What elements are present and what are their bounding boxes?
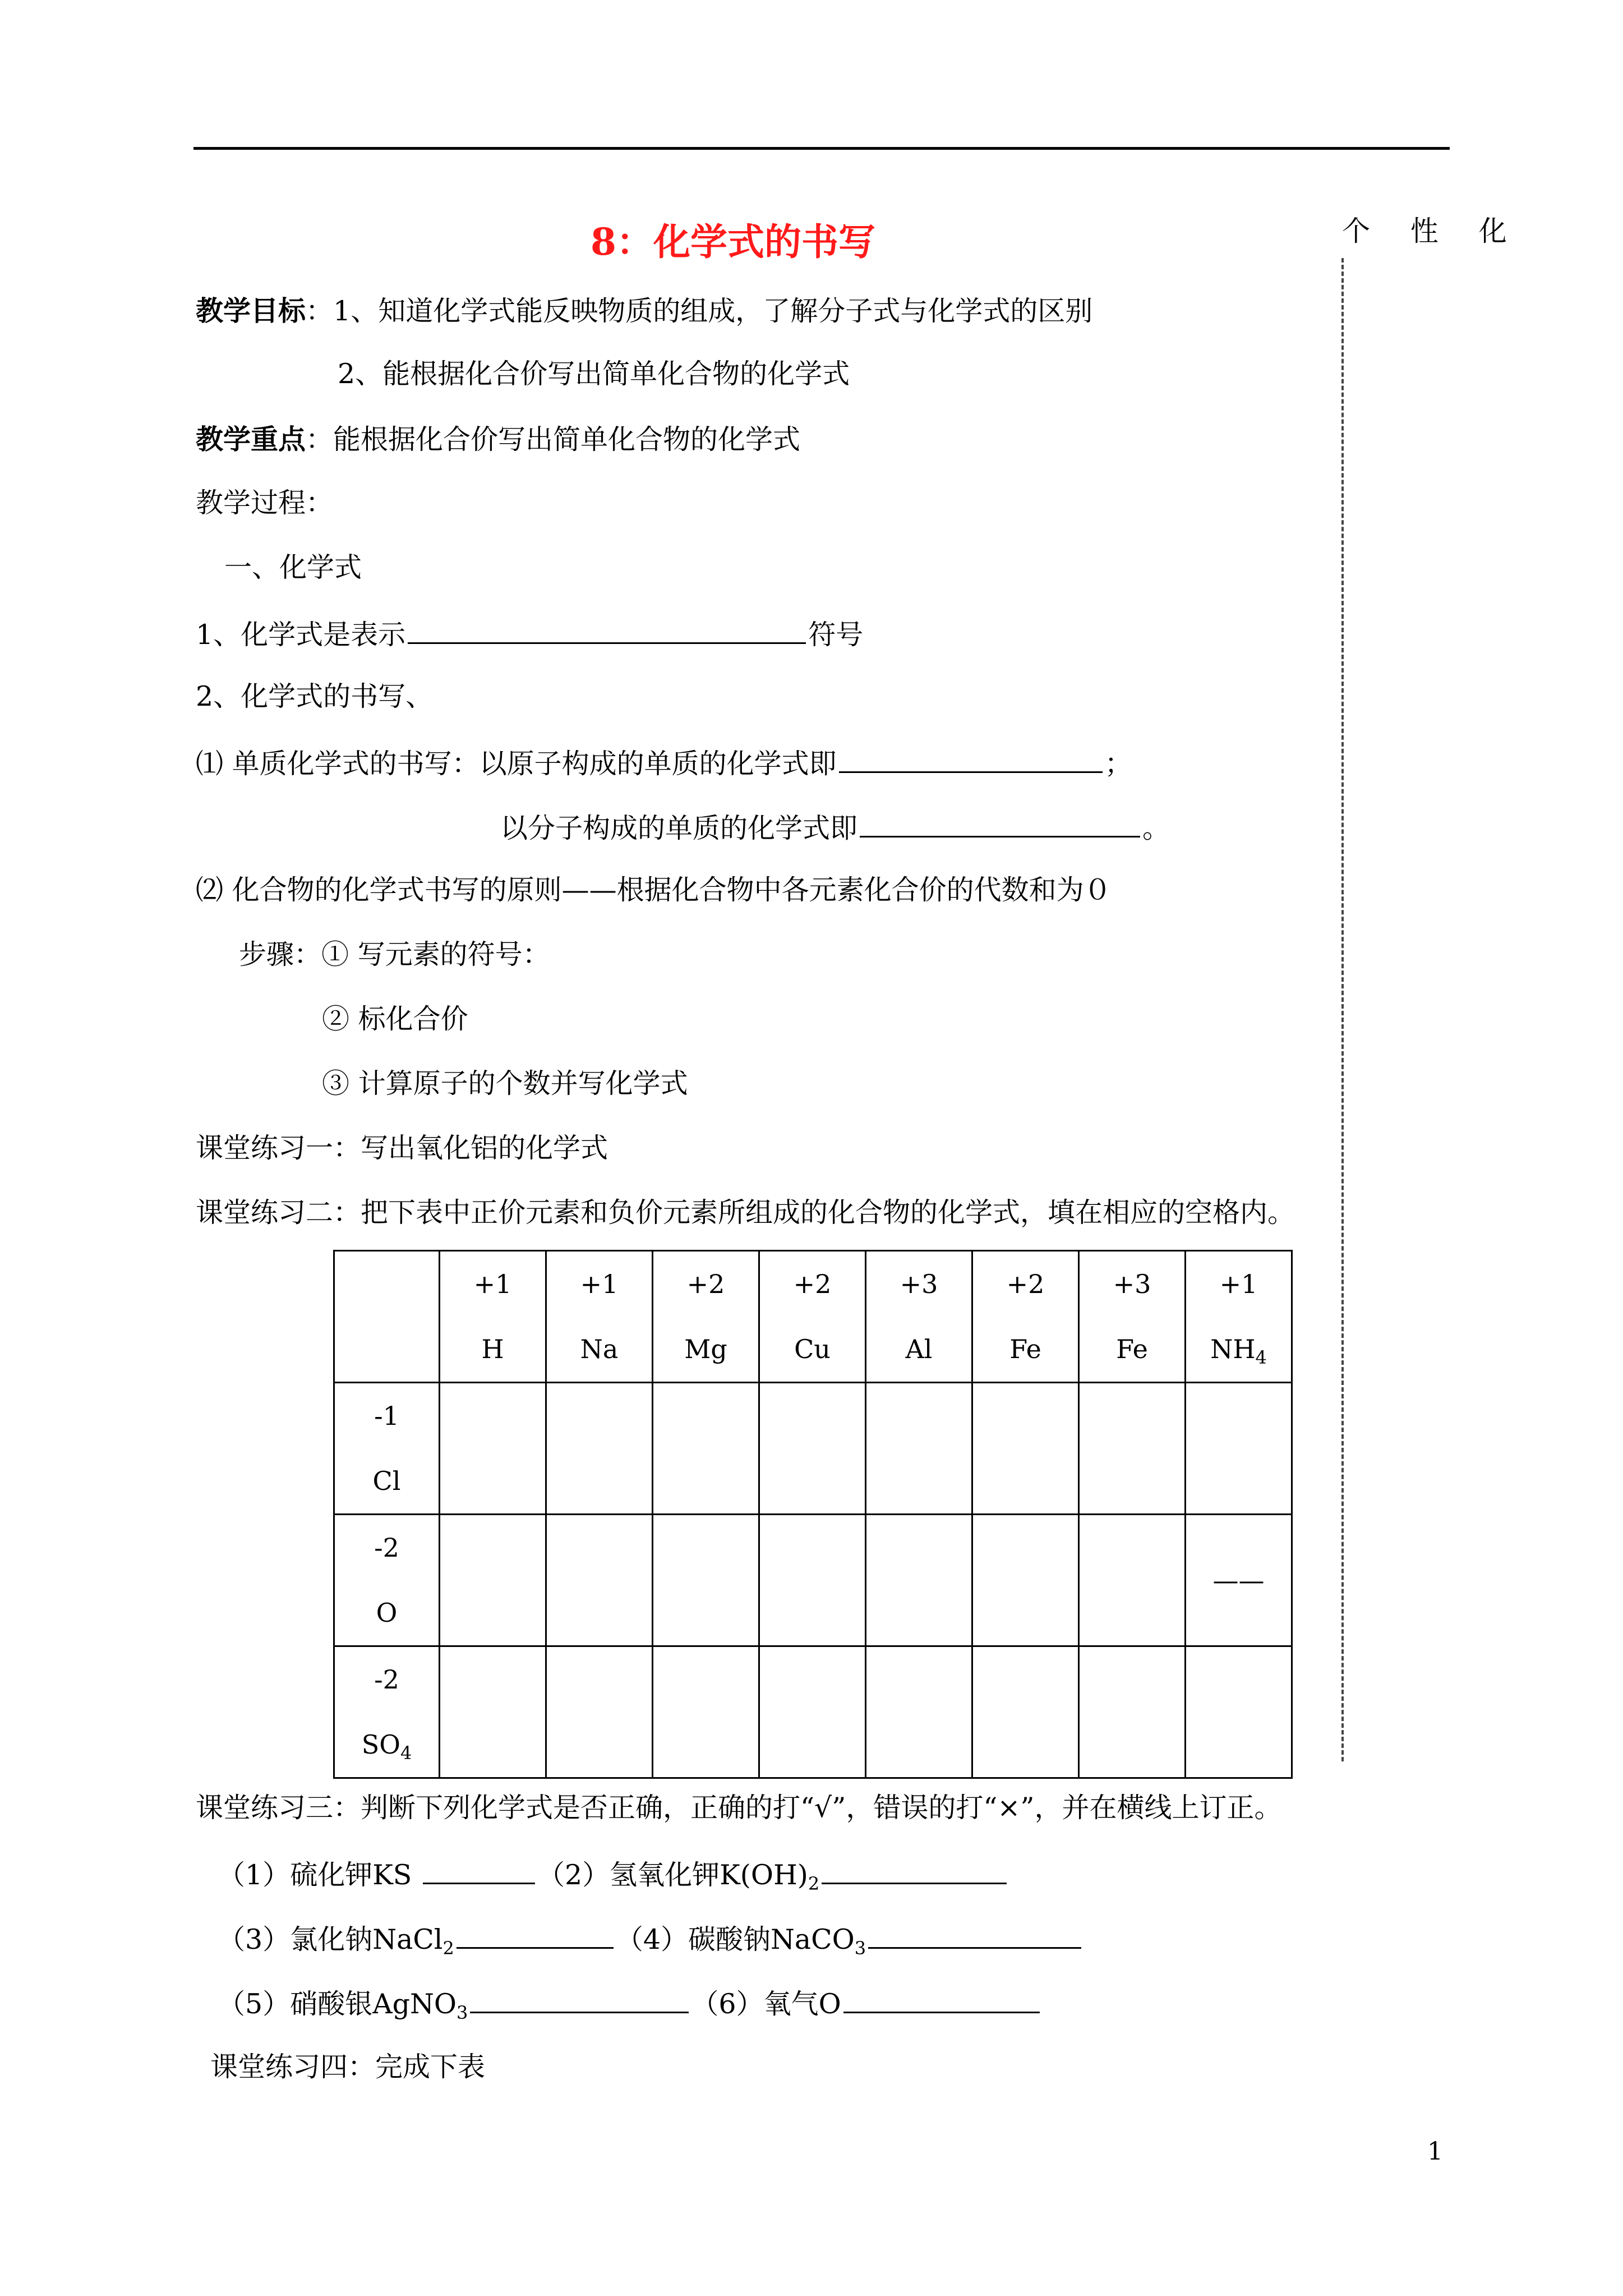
anion-row-sulfate [334, 1646, 1292, 1778]
key-point-label: 教学重点 [196, 423, 306, 455]
element-symbol: SO [361, 1729, 400, 1760]
objectives-item-1: 1、知道化学式能反映物质的组成，了解分子式与化学式的区别 [333, 295, 1093, 327]
item-number: （1） [218, 1859, 291, 1891]
step-2: ② 标化合价 [322, 1003, 468, 1035]
exercise-3-row-3 [218, 1985, 1042, 2021]
formula: NaCl [372, 1924, 443, 1955]
answer-cell[interactable] [972, 1646, 1079, 1778]
charge-label: +1 [473, 1269, 512, 1299]
cation-header [1079, 1251, 1186, 1383]
charge-label: +1 [580, 1269, 619, 1299]
item-number: （3） [218, 1924, 291, 1955]
charge-label: +3 [1113, 1269, 1151, 1299]
subscript: 4 [1255, 1347, 1267, 1368]
answer-cell[interactable] [1186, 1383, 1292, 1515]
cation-header [653, 1251, 759, 1383]
compound-name: 碳酸钠 [688, 1924, 771, 1955]
answer-cell[interactable] [546, 1383, 653, 1515]
question-1-prefix: 1、化学式是表示 [196, 619, 406, 651]
answer-cell[interactable] [972, 1515, 1079, 1646]
cation-header [1186, 1251, 1292, 1383]
answer-cell[interactable] [866, 1383, 972, 1515]
objectives-item-2: 2、能根据化合价写出简单化合物的化学式 [338, 358, 850, 390]
key-point-text: 能根据化合价写出简单化合物的化学式 [333, 424, 801, 455]
answer-cell[interactable] [546, 1515, 653, 1646]
element-symbol: O [376, 1598, 398, 1628]
margin-dashed-divider [1341, 258, 1344, 1761]
point-1-line-1 [196, 744, 1132, 781]
charge-label: +1 [1219, 1269, 1258, 1299]
answer-cell[interactable] [866, 1646, 972, 1778]
answer-cell[interactable] [653, 1383, 759, 1515]
cation-header [759, 1251, 866, 1383]
objectives-line-1 [196, 294, 1092, 328]
colon: ： [306, 295, 334, 327]
item-number: （6） [691, 1988, 764, 2020]
subscript: 2 [442, 1938, 454, 1959]
compound-name: 氯化钠 [290, 1924, 373, 1955]
cation-header [866, 1251, 972, 1383]
cation-header-row [334, 1251, 1292, 1383]
question-1 [196, 615, 863, 652]
anion-header [334, 1383, 440, 1515]
answer-cell[interactable] [759, 1646, 866, 1778]
subscript: 3 [457, 2002, 468, 2023]
point-2-text: 化合物的化学式书写的原则——根据化合物中各元素化合价的代数和为０ [232, 874, 1112, 906]
subscript: 2 [808, 1873, 820, 1894]
margin-note: 个 性 化 [1342, 215, 1523, 247]
element-symbol: Fe [1116, 1334, 1148, 1364]
steps-label: 步骤： [239, 938, 322, 970]
answer-cell[interactable] [1186, 1646, 1292, 1778]
subscript: 4 [400, 1742, 412, 1764]
answer-cell[interactable] [1079, 1515, 1186, 1646]
element-symbol: Fe [1009, 1334, 1041, 1364]
formula: KS [372, 1859, 412, 1891]
answer-cell[interactable] [1079, 1646, 1186, 1778]
exercise-2-intro: 课堂练习二：把下表中正价元素和负价元素所组成的化合物的化学式，填在相应的空格内。 [196, 1197, 1295, 1228]
point-1-number: ⑴ [196, 748, 224, 780]
page-number: 1 [1427, 2137, 1443, 2166]
answer-cell[interactable] [440, 1383, 546, 1515]
answer-blank[interactable] [860, 809, 1140, 838]
item-number: （4） [615, 1924, 689, 1955]
answer-blank[interactable] [457, 1920, 614, 1949]
step-3: ③ 计算原子的个数并写化学式 [322, 1068, 688, 1099]
element-symbol: Na [580, 1334, 619, 1364]
steps-line-1 [239, 938, 550, 972]
charge-label: +3 [900, 1269, 938, 1299]
anion-header [334, 1646, 440, 1778]
charge-label: +2 [686, 1269, 725, 1299]
answer-blank[interactable] [822, 1856, 1007, 1884]
corner-cell [334, 1251, 440, 1383]
answer-blank[interactable] [408, 615, 806, 644]
answer-blank[interactable] [423, 1856, 535, 1884]
exercise-1: 课堂练习一：写出氧化铝的化学式 [196, 1132, 608, 1164]
page-title-text: 8：化学式的书写 [591, 220, 875, 264]
page-title [0, 212, 1623, 265]
question-2: 2、化学式的书写、 [196, 680, 434, 712]
charge-label: -2 [374, 1533, 399, 1563]
colon: ： [306, 424, 334, 455]
answer-cell[interactable] [653, 1646, 759, 1778]
subscript: 3 [854, 1938, 866, 1959]
element-symbol: H [481, 1334, 504, 1364]
answer-cell[interactable] [546, 1646, 653, 1778]
cation-header [972, 1251, 1079, 1383]
process-label: 教学过程： [196, 487, 334, 519]
answer-cell[interactable] [653, 1515, 759, 1646]
answer-cell[interactable] [1079, 1383, 1186, 1515]
answer-cell[interactable] [866, 1515, 972, 1646]
excluded-cell: —— [1186, 1515, 1292, 1646]
section-1-heading: 一、化学式 [224, 551, 362, 583]
answer-cell[interactable] [759, 1515, 866, 1646]
exercise-3-intro: 课堂练习三：判断下列化学式是否正确，正确的打“√”，错误的打“×”，并在横线上订正。 [196, 1792, 1282, 1824]
header-rule [193, 147, 1450, 150]
answer-blank[interactable] [839, 744, 1103, 773]
point-2-line [196, 873, 1112, 907]
question-1-suffix: 符号 [808, 619, 864, 651]
anion-header [334, 1515, 440, 1646]
formula: AgNO [372, 1988, 457, 2020]
anion-row-chloride [334, 1383, 1292, 1515]
charge-label: -2 [374, 1664, 399, 1695]
answer-blank[interactable] [843, 1985, 1040, 2013]
answer-cell[interactable] [440, 1515, 546, 1646]
point-1-text-2: 以分子构成的单质的化学式即 [500, 812, 858, 844]
charge-label: +2 [1006, 1269, 1045, 1299]
answer-cell[interactable] [759, 1383, 866, 1515]
answer-blank[interactable] [868, 1920, 1081, 1949]
step-1: ① 写元素的符号： [321, 938, 550, 970]
point-1-end-2: 。 [1142, 812, 1170, 844]
element-symbol: Al [905, 1334, 933, 1364]
exercise-3-row-1 [218, 1856, 1009, 1892]
compound-name: 氢氧化钾 [610, 1859, 720, 1891]
point-1-text-1: 单质化学式的书写：以原子构成的单质的化学式即 [232, 748, 837, 780]
answer-blank[interactable] [470, 1985, 689, 2013]
answer-cell[interactable] [972, 1383, 1079, 1515]
exercise-4: 课堂练习四：完成下表 [210, 2051, 486, 2083]
key-point-line [196, 422, 800, 457]
objectives-label: 教学目标 [196, 295, 306, 327]
compound-name: 氧气 [763, 1988, 819, 2020]
point-2-number: ⑵ [196, 874, 224, 906]
formula: K(OH) [720, 1859, 808, 1891]
item-number: （2） [537, 1859, 610, 1891]
answer-cell[interactable] [440, 1646, 546, 1778]
element-symbol: Cu [794, 1334, 831, 1364]
compound-table [333, 1250, 1293, 1779]
formula: O [818, 1988, 841, 2020]
formula: NaCO [771, 1924, 855, 1955]
element-symbol: Mg [684, 1334, 727, 1364]
cation-header [546, 1251, 653, 1383]
point-1-end-1: ； [1104, 748, 1132, 780]
cation-header [440, 1251, 546, 1383]
compound-name: 硝酸银 [290, 1988, 373, 2020]
charge-label: -1 [374, 1401, 399, 1431]
element-symbol: Cl [372, 1466, 401, 1496]
item-number: （5） [218, 1988, 291, 2020]
exercise-3-row-2 [218, 1920, 1083, 1957]
element-symbol: NH [1210, 1334, 1256, 1364]
compound-name: 硫化钾 [290, 1859, 373, 1891]
anion-row-oxide [334, 1515, 1292, 1646]
charge-label: +2 [793, 1269, 832, 1299]
point-1-line-2 [500, 809, 1170, 845]
